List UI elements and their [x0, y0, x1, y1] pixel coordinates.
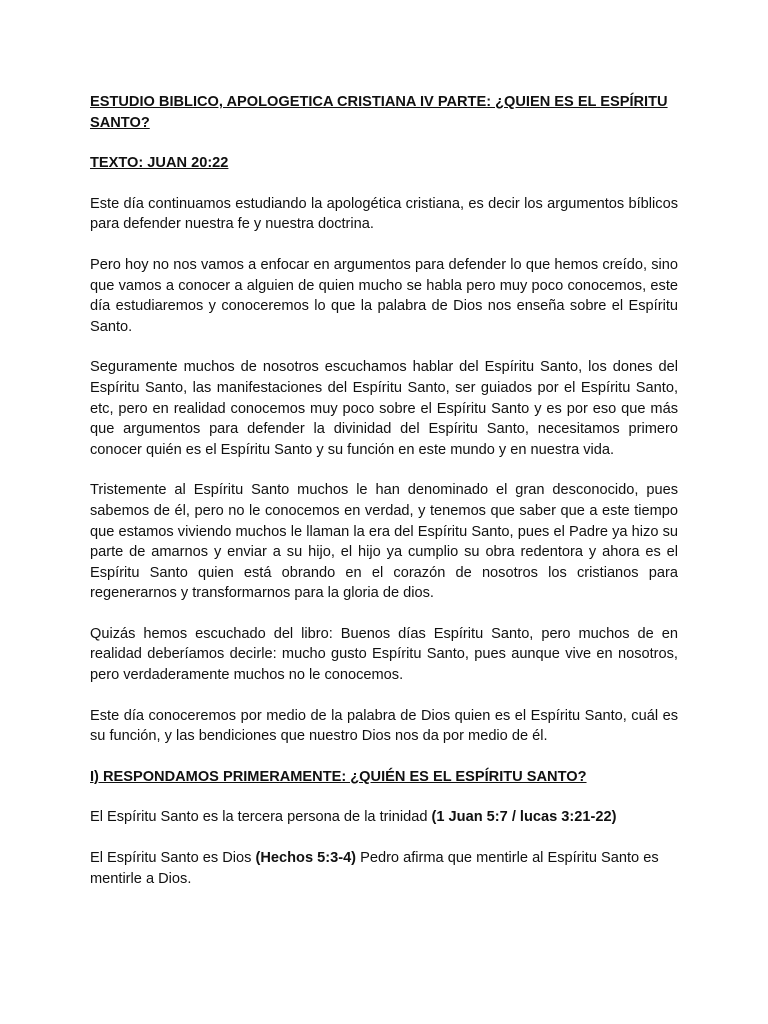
paragraph-3: Seguramente muchos de nosotros escuchamos hablar del Espíritu Santo, los dones del Espíritu Santo, las manifestaciones del Espíritu Santo, ser guiados por el Espíritu Santo, etc, pero en realidad conocemos muy poco sobre el Espíritu Santo y es por eso que más que argumentos para defender la divinidad del Espíritu Santo, necesitamos primero conocer quién es el Espíritu Santo y su función en este mundo y en nuestra vida.	[90, 359, 678, 458]
section-heading: I) RESPONDAMOS PRIMERAMENTE: ¿QUIÉN ES EL ESPÍRITU SANTO?	[90, 768, 587, 785]
paragraph-1: Este día continuamos estudiando la apologética cristiana, es decir los argumentos bíblicos para defender nuestra fe y nuestra doctrina.	[90, 195, 678, 233]
point-divinity-text: El Espíritu Santo es Dios	[90, 850, 256, 867]
point-divinity	[90, 848, 678, 889]
scripture-reference: TEXTO: JUAN 20:22	[90, 155, 229, 172]
point-trinity-text: El Espíritu Santo es la tercera persona de la trinidad	[90, 809, 432, 826]
point-divinity-reference: (Hechos 5:3-4)	[255, 850, 357, 867]
document-title: ESTUDIO BIBLICO, APOLOGETICA CRISTIANA IV PARTE: ¿QUIEN ES EL ESPÍRITU SANTO?	[90, 94, 668, 131]
document-page	[90, 92, 678, 909]
paragraph-6: Este día conoceremos por medio de la palabra de Dios quien es el Espíritu Santo, cuál es su función, y las bendiciones que nuestro Dios nos da por medio de él.	[90, 707, 678, 745]
paragraph-4: Tristemente al Espíritu Santo muchos le han denominado el gran desconocido, pues sabemos de él, pero no le conocemos en verdad, y tenemos que saber que a este tiempo que estamos viviendo muchos le llaman la era del Espíritu Santo, pues el Padre ya hizo su parte de amarnos y enviar a su hijo, el hijo ya cumplio su obra redentora y ahora es el Espíritu Santo quien está obrando en el corazón de nosotros los cristianos para regenerarnos y transformarnos para la gloria de dios.	[90, 482, 678, 602]
point-trinity-reference: (1 Juan 5:7 / lucas 3:21-22)	[431, 809, 617, 826]
point-divinity-text-after: Pedro afirma que mentirle al Espíritu Santo es mentirle a Dios.	[90, 850, 659, 887]
paragraph-5: Quizás hemos escuchado del libro: Buenos días Espíritu Santo, pero muchos de en realidad deberíamos decirle: mucho gusto Espíritu Santo, pues aunque vive en nosotros, pero verdaderamente muchos no le conocemos.	[90, 625, 678, 684]
point-trinity	[90, 807, 678, 828]
paragraph-2: Pero hoy no nos vamos a enfocar en argumentos para defender lo que hemos creído, sino que vamos a conocer a alguien de quien mucho se habla pero muy poco conocemos, este día estudiaremos y conoceremos lo que la palabra de Dios nos enseña sobre el Espíritu Santo.	[90, 256, 678, 335]
